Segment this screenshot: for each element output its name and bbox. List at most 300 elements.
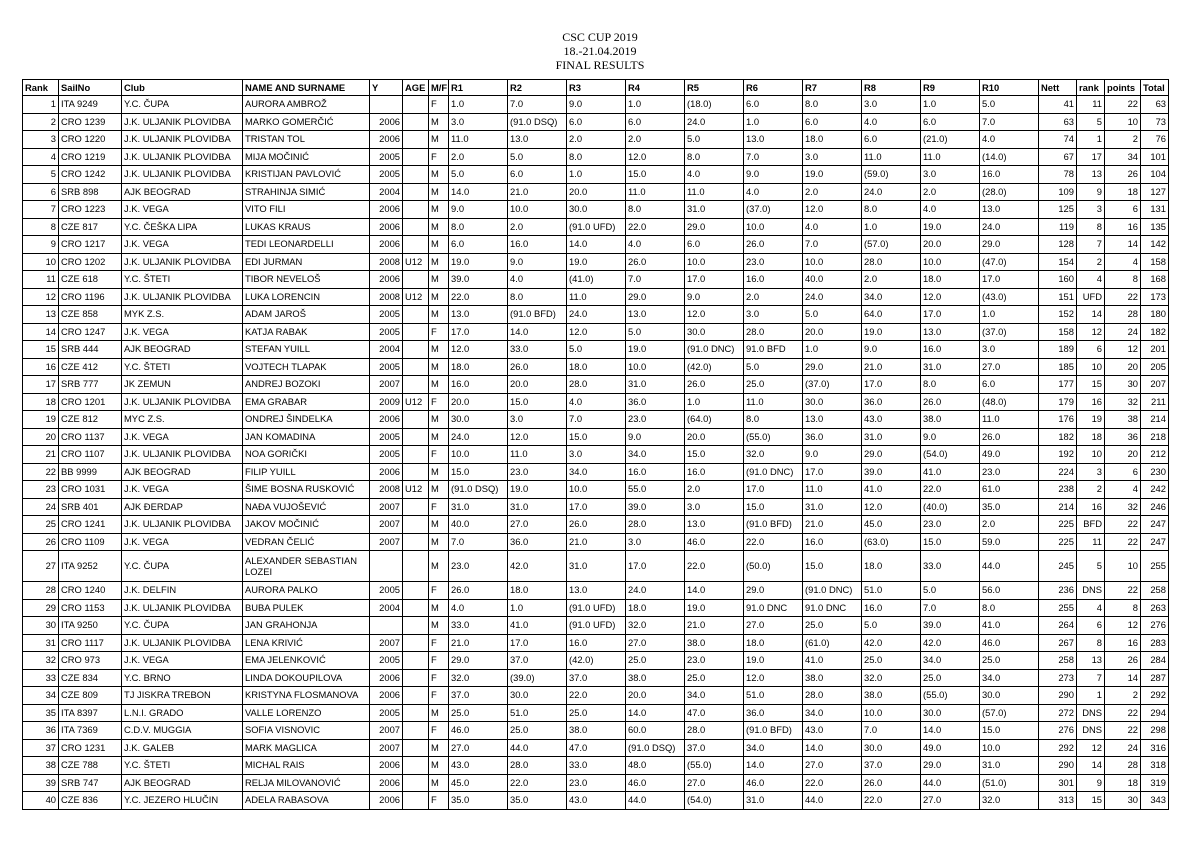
- cell-r3: 10.0: [567, 481, 626, 499]
- cell-gender: M: [429, 183, 449, 201]
- cell-rank: 14: [23, 323, 59, 341]
- table-row: [23, 358, 1169, 376]
- cell-points: 34: [1105, 148, 1141, 166]
- cell-total: 247: [1141, 533, 1169, 551]
- cell-r4: 46.0: [626, 774, 685, 792]
- cell-r9: 11.0: [921, 148, 980, 166]
- cell-r4: 9.0: [626, 428, 685, 446]
- cell-year: 2005: [370, 306, 403, 324]
- cell-age-rank: 16: [1077, 498, 1105, 516]
- cell-r3: 8.0: [567, 148, 626, 166]
- cell-r10: 15.0: [980, 722, 1039, 740]
- cell-points: 28: [1105, 757, 1141, 775]
- cell-sail-no: SRB 898: [59, 183, 122, 201]
- table-row: [23, 617, 1169, 635]
- cell-r1: 11.0: [449, 131, 508, 149]
- cell-r5: 1.0: [685, 393, 744, 411]
- cell-r3: 24.0: [567, 306, 626, 324]
- cell-total: 142: [1141, 236, 1169, 254]
- cell-r7: 2.0: [803, 183, 862, 201]
- cell-nett: 185: [1039, 358, 1077, 376]
- cell-r2: 19.0: [508, 481, 567, 499]
- cell-r7: 34.0: [803, 704, 862, 722]
- cell-year: 2009: [370, 393, 403, 411]
- cell-club: J.K. VEGA: [122, 652, 243, 670]
- cell-r1: 7.0: [449, 533, 508, 551]
- cell-r4: 32.0: [626, 617, 685, 635]
- cell-r1: 13.0: [449, 306, 508, 324]
- column-header-age: AGE: [403, 80, 429, 96]
- cell-r5: 28.0: [685, 722, 744, 740]
- cell-r5: 25.0: [685, 669, 744, 687]
- cell-r10: 8.0: [980, 599, 1039, 617]
- cell-r7: 15.0: [803, 551, 862, 582]
- cell-r7: 18.0: [803, 131, 862, 149]
- cell-gender: M: [429, 131, 449, 149]
- table-row: [23, 166, 1169, 184]
- cell-r9: 27.0: [921, 792, 980, 810]
- cell-name: AURORA AMBROŽ: [243, 96, 370, 114]
- cell-points: 6: [1105, 463, 1141, 481]
- cell-points: 22: [1105, 722, 1141, 740]
- cell-year: [370, 551, 403, 582]
- cell-r10: 30.0: [980, 687, 1039, 705]
- table-row: [23, 306, 1169, 324]
- cell-club: TJ JISKRA TREBON: [122, 687, 243, 705]
- cell-r10: 4.0: [980, 131, 1039, 149]
- cell-age-rank: 14: [1077, 306, 1105, 324]
- cell-nett: 119: [1039, 218, 1077, 236]
- cell-sail-no: CRO 1117: [59, 634, 122, 652]
- cell-age: [403, 446, 429, 464]
- cell-r6: 4.0: [744, 183, 803, 201]
- cell-sail-no: CRO 1240: [59, 582, 122, 600]
- cell-name: JAN GRAHONJA: [243, 617, 370, 635]
- results-table: [22, 79, 1169, 810]
- cell-r9: 33.0: [921, 551, 980, 582]
- cell-r3: 7.0: [567, 411, 626, 429]
- column-header-total: Total: [1141, 80, 1169, 96]
- cell-r10: 17.0: [980, 271, 1039, 289]
- cell-club: Y.C. ŠTETI: [122, 271, 243, 289]
- cell-age: U12: [403, 393, 429, 411]
- cell-r9: 34.0: [921, 652, 980, 670]
- table-row: [23, 253, 1169, 271]
- cell-r1: 5.0: [449, 166, 508, 184]
- cell-nett: 154: [1039, 253, 1077, 271]
- cell-age: [403, 166, 429, 184]
- cell-gender: M: [429, 271, 449, 289]
- cell-r2: 30.0: [508, 687, 567, 705]
- cell-sail-no: SRB 747: [59, 774, 122, 792]
- column-header-r2: R2: [508, 80, 567, 96]
- cell-total: 287: [1141, 669, 1169, 687]
- table-row: [23, 481, 1169, 499]
- cell-r5: 16.0: [685, 463, 744, 481]
- cell-r5: (42.0): [685, 358, 744, 376]
- cell-rank: 39: [23, 774, 59, 792]
- cell-sail-no: CRO 1196: [59, 288, 122, 306]
- cell-age: [403, 739, 429, 757]
- cell-rank: 26: [23, 533, 59, 551]
- cell-age: [403, 792, 429, 810]
- cell-r6: (37.0): [744, 201, 803, 219]
- cell-r6: 26.0: [744, 236, 803, 254]
- cell-nett: 258: [1039, 652, 1077, 670]
- cell-age-rank: 5: [1077, 113, 1105, 131]
- cell-r10: (37.0): [980, 323, 1039, 341]
- cell-r4: 14.0: [626, 704, 685, 722]
- cell-age-rank: 3: [1077, 201, 1105, 219]
- cell-r9: 3.0: [921, 166, 980, 184]
- cell-r10: 35.0: [980, 498, 1039, 516]
- cell-age: [403, 323, 429, 341]
- cell-r8: 4.0: [862, 113, 921, 131]
- cell-r8: 38.0: [862, 687, 921, 705]
- column-header-r8: R8: [862, 80, 921, 96]
- cell-r5: 46.0: [685, 533, 744, 551]
- header-row: [23, 80, 1169, 96]
- cell-r5: 3.0: [685, 498, 744, 516]
- cell-sail-no: CZE 618: [59, 271, 122, 289]
- cell-r4: 10.0: [626, 358, 685, 376]
- cell-total: 284: [1141, 652, 1169, 670]
- cell-age: [403, 358, 429, 376]
- cell-r6: 1.0: [744, 113, 803, 131]
- cell-points: 6: [1105, 201, 1141, 219]
- cell-r2: 28.0: [508, 757, 567, 775]
- cell-r10: 31.0: [980, 757, 1039, 775]
- cell-r8: 7.0: [862, 722, 921, 740]
- cell-gender: M: [429, 201, 449, 219]
- cell-name: VOJTECH TLAPAK: [243, 358, 370, 376]
- cell-age-rank: 6: [1077, 341, 1105, 359]
- column-header-points: points: [1105, 80, 1141, 96]
- cell-sail-no: CRO 1031: [59, 481, 122, 499]
- cell-r4: 20.0: [626, 687, 685, 705]
- cell-r6: 6.0: [744, 96, 803, 114]
- cell-year: 2006: [370, 411, 403, 429]
- cell-nett: 74: [1039, 131, 1077, 149]
- cell-r4: 36.0: [626, 393, 685, 411]
- cell-points: 26: [1105, 652, 1141, 670]
- cell-r7: 5.0: [803, 306, 862, 324]
- cell-total: 73: [1141, 113, 1169, 131]
- cell-sail-no: CRO 1217: [59, 236, 122, 254]
- cell-gender: F: [429, 582, 449, 600]
- cell-r6: 17.0: [744, 481, 803, 499]
- cell-total: 255: [1141, 551, 1169, 582]
- cell-r5: 37.0: [685, 739, 744, 757]
- cell-r7: 44.0: [803, 792, 862, 810]
- cell-club: MYK Z.S.: [122, 306, 243, 324]
- cell-r3: 13.0: [567, 582, 626, 600]
- cell-age-rank: 2: [1077, 481, 1105, 499]
- cell-name: RELJA MILOVANOVIĆ: [243, 774, 370, 792]
- table-row: [23, 148, 1169, 166]
- cell-nett: 236: [1039, 582, 1077, 600]
- cell-club: Y.C. ČUPA: [122, 551, 243, 582]
- cell-gender: M: [429, 463, 449, 481]
- cell-sail-no: CRO 1219: [59, 148, 122, 166]
- cell-name: SOFIA VISNOVIC: [243, 722, 370, 740]
- cell-r6: 51.0: [744, 687, 803, 705]
- table-row: [23, 236, 1169, 254]
- cell-r8: 22.0: [862, 792, 921, 810]
- cell-points: 12: [1105, 617, 1141, 635]
- column-header-r7: R7: [803, 80, 862, 96]
- table-row: [23, 428, 1169, 446]
- cell-total: 292: [1141, 687, 1169, 705]
- cell-r3: (91.0 UFD): [567, 617, 626, 635]
- cell-r9: 15.0: [921, 533, 980, 551]
- cell-r7: 20.0: [803, 323, 862, 341]
- cell-r5: 38.0: [685, 634, 744, 652]
- table-row: [23, 792, 1169, 810]
- cell-r6: 91.0 DNC: [744, 599, 803, 617]
- cell-gender: M: [429, 481, 449, 499]
- cell-gender: M: [429, 533, 449, 551]
- cell-r4: 25.0: [626, 652, 685, 670]
- cell-rank: 7: [23, 201, 59, 219]
- column-header-club: Club: [122, 80, 243, 96]
- cell-age: [403, 463, 429, 481]
- cell-rank: 9: [23, 236, 59, 254]
- cell-r8: 19.0: [862, 323, 921, 341]
- cell-gender: F: [429, 446, 449, 464]
- cell-r9: 23.0: [921, 516, 980, 534]
- table-row: [23, 131, 1169, 149]
- cell-r9: 26.0: [921, 393, 980, 411]
- cell-age: [403, 687, 429, 705]
- cell-r2: 33.0: [508, 341, 567, 359]
- cell-gender: M: [429, 739, 449, 757]
- cell-rank: 27: [23, 551, 59, 582]
- cell-r9: 41.0: [921, 463, 980, 481]
- cell-club: J.K. ULJANIK PLOVIDBA: [122, 148, 243, 166]
- cell-r8: 31.0: [862, 428, 921, 446]
- cell-r10: (57.0): [980, 704, 1039, 722]
- cell-r5: 27.0: [685, 774, 744, 792]
- table-row: [23, 393, 1169, 411]
- cell-r3: 11.0: [567, 288, 626, 306]
- cell-total: 168: [1141, 271, 1169, 289]
- cell-r7: (37.0): [803, 376, 862, 394]
- cell-r2: 15.0: [508, 393, 567, 411]
- cell-club: J.K. ULJANIK PLOVIDBA: [122, 253, 243, 271]
- cell-r1: 14.0: [449, 183, 508, 201]
- column-header-r9: R9: [921, 80, 980, 96]
- cell-rank: 2: [23, 113, 59, 131]
- cell-r9: 5.0: [921, 582, 980, 600]
- cell-r3: 31.0: [567, 551, 626, 582]
- cell-gender: M: [429, 704, 449, 722]
- cell-r6: 46.0: [744, 774, 803, 792]
- cell-rank: 29: [23, 599, 59, 617]
- cell-r1: 8.0: [449, 218, 508, 236]
- table-row: [23, 739, 1169, 757]
- cell-r7: 17.0: [803, 463, 862, 481]
- cell-year: 2007: [370, 739, 403, 757]
- cell-gender: M: [429, 166, 449, 184]
- cell-rank: 38: [23, 757, 59, 775]
- cell-r7: 1.0: [803, 341, 862, 359]
- cell-r5: 30.0: [685, 323, 744, 341]
- cell-gender: F: [429, 498, 449, 516]
- cell-r6: 15.0: [744, 498, 803, 516]
- cell-points: 12: [1105, 341, 1141, 359]
- cell-r9: 18.0: [921, 271, 980, 289]
- cell-year: 2006: [370, 131, 403, 149]
- cell-club: J.K. VEGA: [122, 481, 243, 499]
- cell-r7: 14.0: [803, 739, 862, 757]
- table-row: [23, 757, 1169, 775]
- cell-club: Y.C. JEZERO HLUČIN: [122, 792, 243, 810]
- cell-r10: 56.0: [980, 582, 1039, 600]
- cell-rank: 10: [23, 253, 59, 271]
- cell-r4: 18.0: [626, 599, 685, 617]
- cell-club: J.K. ULJANIK PLOVIDBA: [122, 634, 243, 652]
- cell-r9: 39.0: [921, 617, 980, 635]
- cell-r2: 25.0: [508, 722, 567, 740]
- cell-points: 14: [1105, 669, 1141, 687]
- cell-r3: 22.0: [567, 687, 626, 705]
- cell-age: [403, 652, 429, 670]
- cell-total: 258: [1141, 582, 1169, 600]
- cell-name: KATJA RABAK: [243, 323, 370, 341]
- cell-r10: 29.0: [980, 236, 1039, 254]
- document-title-block: [0, 30, 1200, 72]
- cell-age-rank: 10: [1077, 358, 1105, 376]
- cell-points: 26: [1105, 166, 1141, 184]
- cell-year: 2007: [370, 516, 403, 534]
- cell-r3: 30.0: [567, 201, 626, 219]
- cell-r9: (55.0): [921, 687, 980, 705]
- cell-club: J.K. ULJANIK PLOVIDBA: [122, 446, 243, 464]
- cell-r3: 16.0: [567, 634, 626, 652]
- cell-r3: 37.0: [567, 669, 626, 687]
- cell-r2: 2.0: [508, 218, 567, 236]
- cell-r4: 13.0: [626, 306, 685, 324]
- cell-r2: 31.0: [508, 498, 567, 516]
- cell-year: 2005: [370, 446, 403, 464]
- cell-total: 180: [1141, 306, 1169, 324]
- cell-total: 294: [1141, 704, 1169, 722]
- cell-r1: 21.0: [449, 634, 508, 652]
- cell-age-rank: 8: [1077, 634, 1105, 652]
- cell-name: MARKO GOMERČIĆ: [243, 113, 370, 131]
- cell-points: 2: [1105, 131, 1141, 149]
- cell-r4: 22.0: [626, 218, 685, 236]
- cell-rank: 17: [23, 376, 59, 394]
- cell-sail-no: CRO 1239: [59, 113, 122, 131]
- cell-total: 246: [1141, 498, 1169, 516]
- cell-total: 63: [1141, 96, 1169, 114]
- cell-club: Y.C. ČUPA: [122, 617, 243, 635]
- cell-r9: 13.0: [921, 323, 980, 341]
- cell-name: KRISTIJAN PAVLOVIĆ: [243, 166, 370, 184]
- cell-nett: 313: [1039, 792, 1077, 810]
- cell-year: 2008: [370, 288, 403, 306]
- cell-year: 2005: [370, 148, 403, 166]
- cell-sail-no: CRO 1223: [59, 201, 122, 219]
- cell-age-rank: 9: [1077, 774, 1105, 792]
- cell-r5: (54.0): [685, 792, 744, 810]
- cell-age-rank: DNS: [1077, 704, 1105, 722]
- table-row: [23, 516, 1169, 534]
- table-row: [23, 218, 1169, 236]
- cell-r2: (39.0): [508, 669, 567, 687]
- cell-total: 212: [1141, 446, 1169, 464]
- cell-nett: 292: [1039, 739, 1077, 757]
- cell-club: AJK BEOGRAD: [122, 774, 243, 792]
- cell-r6: 16.0: [744, 271, 803, 289]
- column-header-gender: M/F: [429, 80, 449, 96]
- cell-club: J.K. VEGA: [122, 201, 243, 219]
- cell-total: 214: [1141, 411, 1169, 429]
- cell-r8: 51.0: [862, 582, 921, 600]
- cell-r2: 42.0: [508, 551, 567, 582]
- cell-r10: 32.0: [980, 792, 1039, 810]
- cell-r9: 10.0: [921, 253, 980, 271]
- cell-age: [403, 428, 429, 446]
- cell-r10: 1.0: [980, 306, 1039, 324]
- cell-r8: 30.0: [862, 739, 921, 757]
- cell-total: 316: [1141, 739, 1169, 757]
- cell-r3: 38.0: [567, 722, 626, 740]
- cell-gender: M: [429, 288, 449, 306]
- cell-year: 2005: [370, 323, 403, 341]
- cell-r5: 10.0: [685, 253, 744, 271]
- cell-r9: 12.0: [921, 288, 980, 306]
- cell-age: [403, 201, 429, 219]
- cell-points: 18: [1105, 183, 1141, 201]
- cell-name: TEDI LEONARDELLI: [243, 236, 370, 254]
- cell-r3: 12.0: [567, 323, 626, 341]
- cell-r1: 29.0: [449, 652, 508, 670]
- cell-year: 2004: [370, 183, 403, 201]
- cell-name: VITO FILI: [243, 201, 370, 219]
- cell-age-rank: 18: [1077, 428, 1105, 446]
- cell-gender: F: [429, 323, 449, 341]
- cell-r5: 22.0: [685, 551, 744, 582]
- cell-name: LUKA LORENCIN: [243, 288, 370, 306]
- cell-year: 2006: [370, 792, 403, 810]
- cell-club: J.K. ULJANIK PLOVIDBA: [122, 393, 243, 411]
- cell-r6: 5.0: [744, 358, 803, 376]
- cell-r8: 36.0: [862, 393, 921, 411]
- cell-club: Y.C. ŠTETI: [122, 358, 243, 376]
- cell-age: [403, 704, 429, 722]
- cell-name: TIBOR NEVELOŠ: [243, 271, 370, 289]
- cell-age: [403, 236, 429, 254]
- cell-r1: 30.0: [449, 411, 508, 429]
- cell-rank: 36: [23, 722, 59, 740]
- cell-club: Y.C. ČEŠKA LIPA: [122, 218, 243, 236]
- cell-rank: 24: [23, 498, 59, 516]
- cell-gender: F: [429, 148, 449, 166]
- cell-total: 230: [1141, 463, 1169, 481]
- table-row: [23, 687, 1169, 705]
- cell-age-rank: 12: [1077, 739, 1105, 757]
- cell-sail-no: CZE 858: [59, 306, 122, 324]
- cell-total: 298: [1141, 722, 1169, 740]
- cell-r10: (28.0): [980, 183, 1039, 201]
- cell-r1: 9.0: [449, 201, 508, 219]
- cell-sail-no: CZE 809: [59, 687, 122, 705]
- cell-age-rank: 2: [1077, 253, 1105, 271]
- cell-r10: 23.0: [980, 463, 1039, 481]
